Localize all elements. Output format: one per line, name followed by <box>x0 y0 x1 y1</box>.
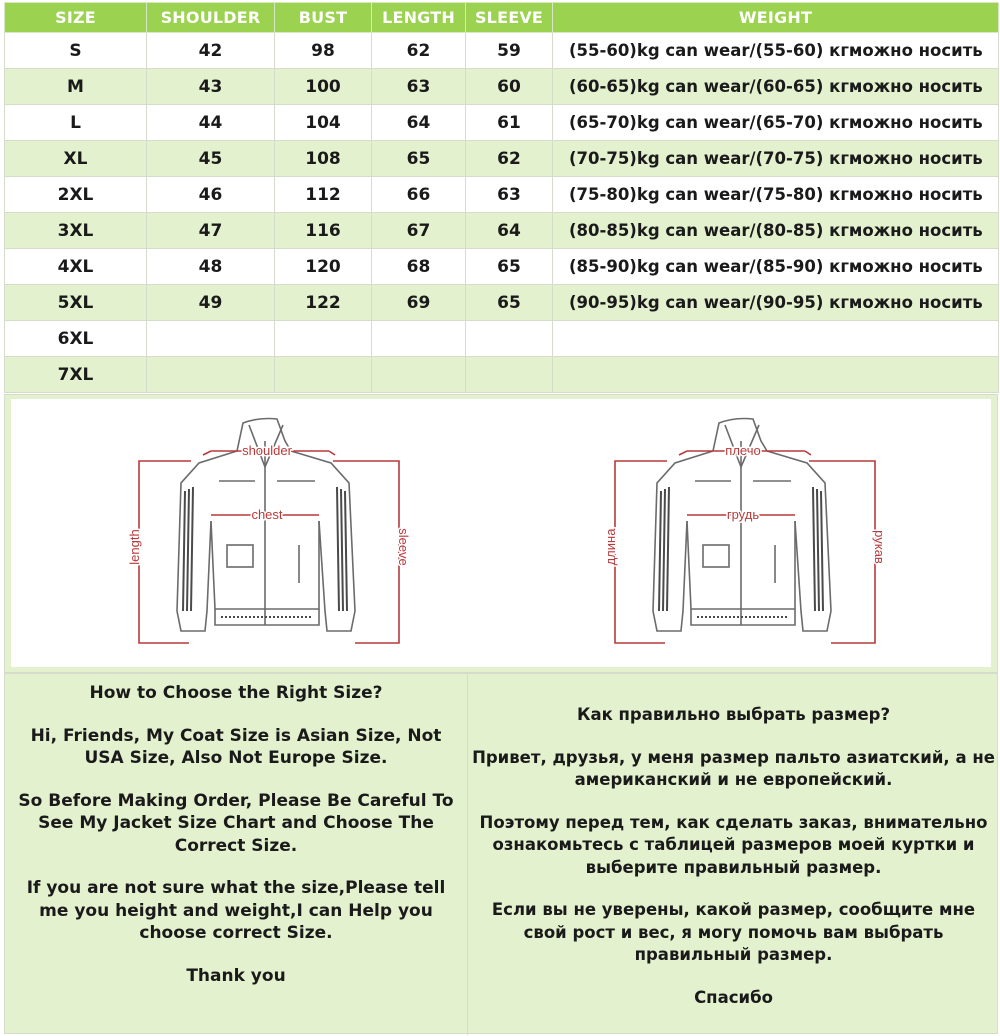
guide-title: How to Choose the Right Size? <box>89 683 383 703</box>
header-weight: WEIGHT <box>553 3 999 33</box>
cell-shoulder: 43 <box>147 69 275 105</box>
size-guide-english <box>5 674 467 1035</box>
cell-bust: 112 <box>275 177 372 213</box>
cell-bust: 98 <box>275 33 372 69</box>
label-chest: chest <box>251 507 283 522</box>
cell-weight <box>553 357 999 393</box>
cell-length: 65 <box>372 141 466 177</box>
cell-weight: (90-95)kg can wear/(90-95) кгможно носить <box>553 285 999 321</box>
label-length: length <box>127 529 142 565</box>
cell-shoulder <box>147 321 275 357</box>
jacket-diagram-panel <box>11 399 991 667</box>
cell-size: XL <box>5 141 147 177</box>
cell-shoulder: 47 <box>147 213 275 249</box>
cell-size: 6XL <box>5 321 147 357</box>
cell-size: 4XL <box>5 249 147 285</box>
table-row <box>5 321 999 357</box>
cell-length <box>372 321 466 357</box>
cell-bust: 120 <box>275 249 372 285</box>
size-guide-russian <box>467 674 999 1035</box>
cell-length: 64 <box>372 105 466 141</box>
table-row <box>5 213 999 249</box>
cell-size: 2XL <box>5 177 147 213</box>
cell-weight: (70-75)kg can wear/(70-75) кгможно носить <box>553 141 999 177</box>
cell-sleeve: 59 <box>466 33 553 69</box>
cell-weight: (80-85)kg can wear/(80-85) кгможно носить <box>553 213 999 249</box>
cell-sleeve: 60 <box>466 69 553 105</box>
guide-paragraph: Hi, Friends, My Coat Size is Asian Size, Not USA Size, Also Not Europe Size. <box>30 725 442 768</box>
cell-sleeve: 65 <box>466 249 553 285</box>
jacket-diagram-band <box>4 394 998 673</box>
cell-bust <box>275 357 372 393</box>
cell-shoulder: 45 <box>147 141 275 177</box>
cell-shoulder: 42 <box>147 33 275 69</box>
cell-bust: 116 <box>275 213 372 249</box>
cell-weight <box>553 321 999 357</box>
cell-length: 69 <box>372 285 466 321</box>
cell-bust: 100 <box>275 69 372 105</box>
cell-sleeve: 63 <box>466 177 553 213</box>
guide-paragraph: If you are not sure what the size,Please tell me you height and weight,I can Help you choose correct Size. <box>26 878 446 943</box>
jacket-diagram-english <box>119 411 419 661</box>
label-length: длина <box>603 528 618 566</box>
cell-size: S <box>5 33 147 69</box>
cell-weight: (75-80)kg can wear/(75-80) кгможно носить <box>553 177 999 213</box>
cell-size: L <box>5 105 147 141</box>
cell-size: 3XL <box>5 213 147 249</box>
size-guide-text-band <box>4 673 998 1034</box>
label-shoulder: shoulder <box>242 443 292 458</box>
label-sleeve: sleeve <box>396 528 411 566</box>
guide-paragraph: Привет, друзья, у меня размер пальто азиатский, а не американский и не европейский. <box>472 747 995 789</box>
guide-paragraph: So Before Making Order, Please Be Careful To See My Jacket Size Chart and Choose The Correct Size. <box>18 790 454 856</box>
table-row <box>5 285 999 321</box>
cell-bust: 104 <box>275 105 372 141</box>
cell-size: 7XL <box>5 357 147 393</box>
guide-paragraph: Если вы не уверены, какой размер, сообщите мне свой рост и вес, я могу помочь вам выбрать правильный размер. <box>491 900 976 964</box>
table-header-row <box>5 3 999 33</box>
table-row <box>5 141 999 177</box>
cell-length: 68 <box>372 249 466 285</box>
cell-sleeve <box>466 321 553 357</box>
cell-weight: (60-65)kg can wear/(60-65) кгможно носить <box>553 69 999 105</box>
cell-length <box>372 357 466 393</box>
cell-weight: (55-60)kg can wear/(55-60) кгможно носить <box>553 33 999 69</box>
header-length: LENGTH <box>372 3 466 33</box>
cell-sleeve: 61 <box>466 105 553 141</box>
guide-paragraph: Поэтому перед тем, как сделать заказ, внимательно ознакомьтесь с таблицей размеров моей куртки и выберите правильный размер. <box>479 812 988 877</box>
table-row <box>5 69 999 105</box>
cell-weight: (85-90)kg can wear/(85-90) кгможно носить <box>553 249 999 285</box>
cell-shoulder <box>147 357 275 393</box>
cell-bust: 108 <box>275 141 372 177</box>
jacket-diagram-russian <box>595 411 895 661</box>
cell-length: 67 <box>372 213 466 249</box>
cell-sleeve: 64 <box>466 213 553 249</box>
cell-bust <box>275 321 372 357</box>
header-shoulder: SHOULDER <box>147 3 275 33</box>
cell-length: 63 <box>372 69 466 105</box>
cell-shoulder: 46 <box>147 177 275 213</box>
cell-sleeve: 65 <box>466 285 553 321</box>
cell-shoulder: 49 <box>147 285 275 321</box>
cell-size: M <box>5 69 147 105</box>
cell-size: 5XL <box>5 285 147 321</box>
header-bust: BUST <box>275 3 372 33</box>
cell-bust: 122 <box>275 285 372 321</box>
header-sleeve: SLEEVE <box>466 3 553 33</box>
label-chest: грудь <box>726 507 760 522</box>
cell-sleeve: 62 <box>466 141 553 177</box>
table-row <box>5 249 999 285</box>
table-row <box>5 105 999 141</box>
guide-thanks: Thank you <box>186 965 286 986</box>
table-row <box>5 33 999 69</box>
label-sleeve: рукав <box>872 530 887 564</box>
header-size: SIZE <box>5 3 147 33</box>
cell-shoulder: 44 <box>147 105 275 141</box>
guide-title: Как правильно выбрать размер? <box>576 705 891 724</box>
cell-sleeve <box>466 357 553 393</box>
label-shoulder: плечо <box>725 443 761 458</box>
cell-shoulder: 48 <box>147 249 275 285</box>
table-row <box>5 177 999 213</box>
cell-weight: (65-70)kg can wear/(65-70) кгможно носить <box>553 105 999 141</box>
cell-length: 62 <box>372 33 466 69</box>
table-row <box>5 357 999 393</box>
size-chart-table <box>4 2 999 393</box>
guide-thanks: Спасибо <box>694 987 773 1007</box>
cell-length: 66 <box>372 177 466 213</box>
